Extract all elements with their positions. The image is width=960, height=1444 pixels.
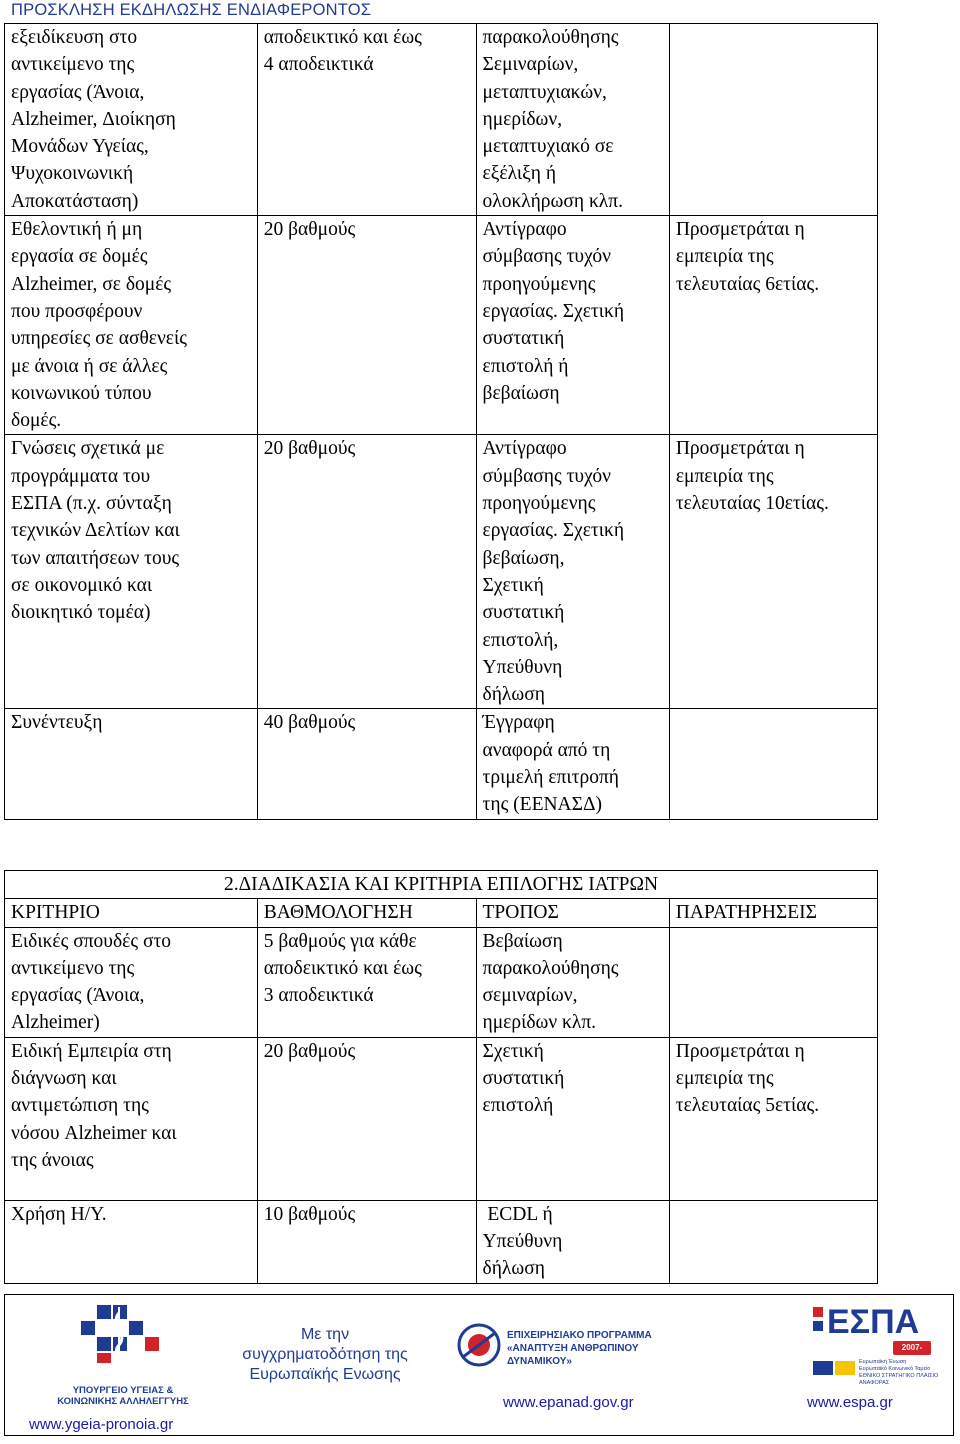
table-cell: ECDL ή Υπεύθυνη δήλωση [476, 1200, 669, 1283]
section-title: 2.ΔΙΑΔΙΚΑΣΙΑ ΚΑΙ ΚΡΙΤΗΡΙΑ ΕΠΙΛΟΓΗΣ ΙΑΤΡΩΝ [5, 871, 878, 899]
table-cell: 10 βαθμούς [257, 1200, 476, 1283]
table-header-row [5, 899, 878, 927]
epanad-logo [455, 1315, 685, 1385]
table-cell: Σχετική συστατική επιστολή [476, 1037, 669, 1200]
table-cell [669, 709, 877, 819]
criteria-table-continued [4, 23, 878, 820]
table-cell: Γνώσεις σχετικά με προγράμματα του ΕΣΠΑ (π.χ. σύνταξη τεχνικών Δελτίων και των απαιτήσεων τους σε οικονομικό και διοικητικό τομέα) [5, 435, 258, 709]
table-row [5, 216, 878, 435]
table-cell: Αντίγραφο σύμβασης τυχόν προηγούμενης εργασίας. Σχετική συστατική επιστολή ή βεβαίωση [476, 216, 669, 435]
table-cell: 20 βαθμούς [257, 1037, 476, 1200]
epanad-logo-text: ΕΠΙΧΕΙΡΗΣΙΑΚΟ ΠΡΟΓΡΑΜΜΑ «ΑΝΑΠΤΥΞΗ ΑΝΘΡΩΠΙΝΟΥ ΔΥΝΑΜΙΚΟΥ» [507, 1330, 652, 1367]
sponsor-footer [4, 1294, 954, 1436]
table-cell: Αντίγραφο σύμβασης τυχόν προηγούμενης εργασίας. Σχετική βεβαίωση, Σχετική συστατική επιστολή, Υπεύθυνη δήλωση [476, 435, 669, 709]
table-cell: Προσμετράται η εμπειρία της τελευταίας 6ετίας. [669, 216, 877, 435]
column-header: ΠΑΡΑΤΗΡΗΣΕΙΣ [669, 899, 877, 927]
espa-subtitle: Ευρωπαϊκή Ένωση Ευρωπαϊκό Κοινωνικό Ταμείο ΕΘΝΙΚΟ ΣΤΡΑΤΗΓΙΚΟ ΠΛΑΙΣΙΟ ΑΝΑΦΟΡΑΣ [859, 1359, 939, 1386]
ministry-logo-text: ΥΠΟΥΡΓΕΙΟ ΥΓΕΙΑΣ & ΚΟΙΝΩΝΙΚΗΣ ΑΛΛΗΛΕΓΓΥΗΣ [57, 1385, 189, 1407]
table-row [5, 709, 878, 819]
table-cell: 40 βαθμούς [257, 709, 476, 819]
section-title-row [5, 871, 878, 899]
ministry-logo [55, 1301, 185, 1385]
table-cell: Εθελοντική ή μη εργασία σε δομές Alzheimer, σε δομές που προσφέρουν υπηρεσίες σε ασθενείς με άνοια ή σε άλλες κοινωνικού τύπου δομές. [5, 216, 258, 435]
table-row [5, 927, 878, 1037]
table-cell: Ειδική Εμπειρία στη διάγνωση και αντιμετώπιση της νόσου Alzheimer και της άνοιας [5, 1037, 258, 1200]
eu-cofunding-caption: Με την συγχρηματοδότηση της Ευρωπαϊκής Ενωσης [242, 1326, 408, 1383]
table-cell: εξειδίκευση στο αντικείμενο της εργασίας (Άνοια, Alzheimer, Διοίκηση Μονάδων Υγείας, Ψυχοκοινωνική Αποκατάσταση) [5, 24, 258, 216]
ygeia-pronoia-link[interactable]: www.ygeia-pronoia.gr [29, 1416, 174, 1433]
table-cell: 20 βαθμούς [257, 435, 476, 709]
table-row [5, 1200, 878, 1283]
table-cell: αποδεικτικό και έως 4 αποδεικτικά [257, 24, 476, 216]
column-header: ΚΡΙΤΗΡΙΟ [5, 899, 258, 927]
table-row [5, 435, 878, 709]
table-cell [669, 1200, 877, 1283]
table-cell: παρακολούθησης Σεμιναρίων, μεταπτυχιακών, ημερίδων, μεταπτυχιακό σε εξέλιξη ή ολοκλήρωση κλπ. [476, 24, 669, 216]
table-cell: Προσμετράται η εμπειρία της τελευταίας 10ετίας. [669, 435, 877, 709]
table-cell: 5 βαθμούς για κάθε αποδεικτικό και έως 3 αποδεικτικά [257, 927, 476, 1037]
espa-logo-text: ΕΣΠΑ [827, 1303, 920, 1341]
column-header: ΒΑΘΜΟΛΟΓΗΣΗ [257, 899, 476, 927]
ministry-emblem-icon [55, 1301, 185, 1385]
table-cell: Βεβαίωση παρακολούθησης σεμιναρίων, ημερίδων κλπ. [476, 927, 669, 1037]
table-cell [669, 927, 877, 1037]
table-row [5, 24, 878, 216]
table-cell: Συνέντευξη [5, 709, 258, 819]
table-cell: Χρήση Η/Υ. [5, 1200, 258, 1283]
table-cell: 20 βαθμούς [257, 216, 476, 435]
table-cell [669, 24, 877, 216]
espa-logo [805, 1301, 945, 1385]
espa-link[interactable]: www.espa.gr [807, 1394, 893, 1411]
epanad-link[interactable]: www.epanad.gov.gr [503, 1394, 634, 1411]
table-cell: Προσμετράται η εμπειρία της τελευταίας 5ετίας. [669, 1037, 877, 1200]
table-cell: Ειδικές σπουδές στο αντικείμενο της εργασίας (Άνοια, Alzheimer) [5, 927, 258, 1037]
column-header: ΤΡΟΠΟΣ [476, 899, 669, 927]
table-cell: Έγγραφη αναφορά από τη τριμελή επιτροπή της (ΕΕΝΑΣΔ) [476, 709, 669, 819]
physicians-criteria-table [4, 870, 878, 1284]
page-header-title: ΠΡΟΣΚΛΗΣΗ ΕΚΔΗΛΩΣΗΣ ΕΝΔΙΑΦΕΡΟΝΤΟΣ [11, 1, 372, 19]
espa-years: 2007-2013 [901, 1343, 923, 1364]
table-row [5, 1037, 878, 1200]
